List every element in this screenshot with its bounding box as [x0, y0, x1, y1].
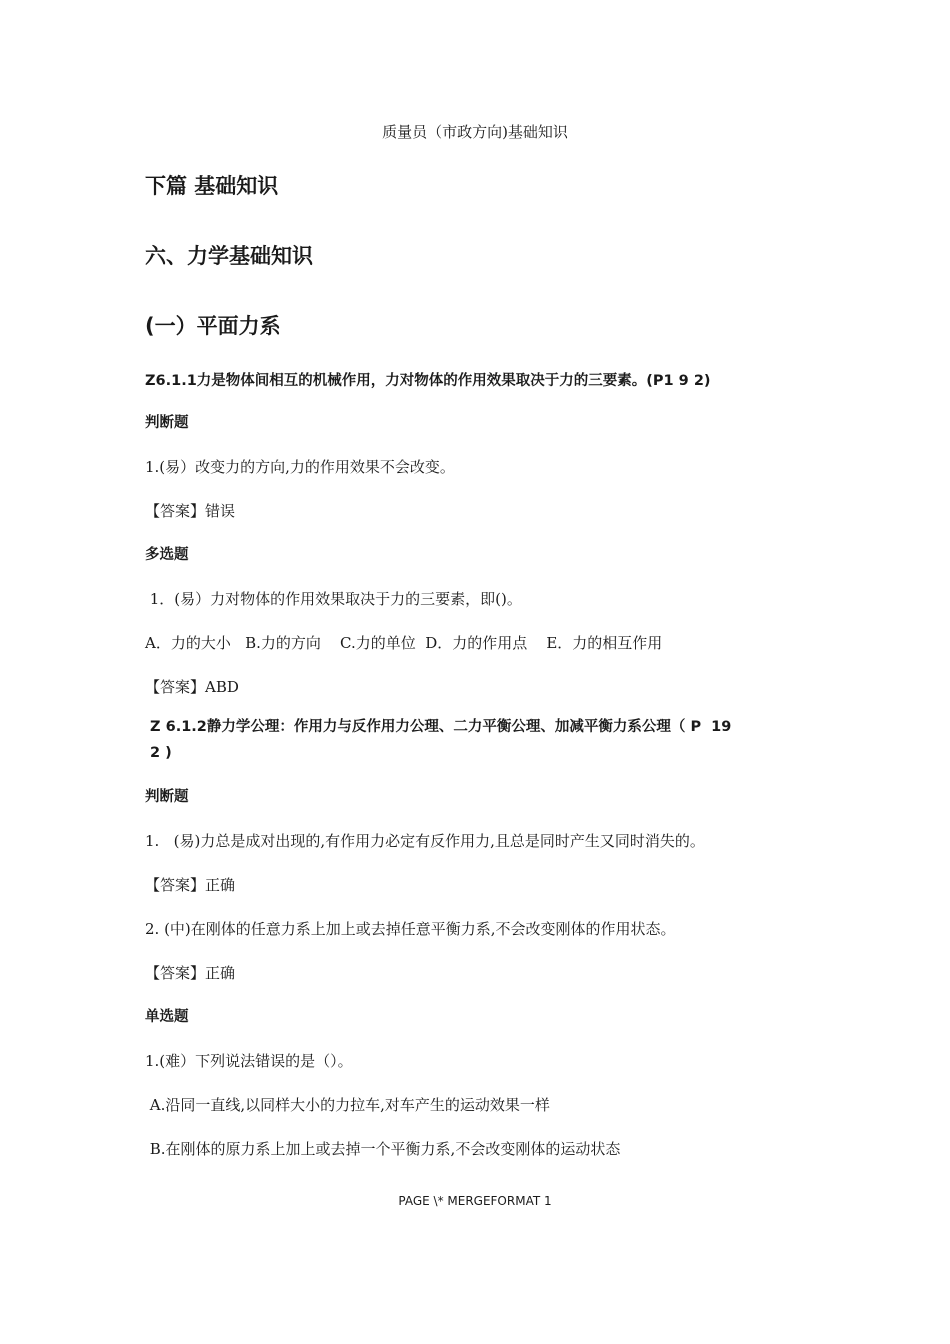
knowledge-point-title-line: Z 6.1.2静力学公理：作用力与反作用力公理、二力平衡公理、加减平衡力系公理（ P 19: [145, 719, 732, 735]
option-a: A.沿同一直线,以同样大小的力拉车,对车产生的运动效果一样: [145, 1096, 550, 1114]
question-text: 1.(难）下列说法错误的是（）。: [145, 1052, 353, 1070]
document-title: 质量员（市政方向)基础知识: [382, 123, 568, 141]
chapter-heading: 六、力学基础知识: [145, 244, 313, 268]
answer-text: 【答案】错误: [145, 502, 236, 520]
question-text: 1.(易）改变力的方向,力的作用效果不会改变。: [145, 458, 455, 476]
question-type-label: 多选题: [145, 547, 189, 563]
question-type-label: 判断题: [145, 789, 189, 805]
option-b: B.在刚体的原力系上加上或去掉一个平衡力系,不会改变刚体的运动状态: [145, 1140, 621, 1158]
question-type-label: 判断题: [145, 415, 189, 431]
question-options: A．力的大小 B.力的方向 C.力的单位 D．力的作用点 E．力的相互作用: [145, 634, 663, 652]
knowledge-point-title: Z6.1.1力是物体间相互的机械作用，力对物体的作用效果取决于力的三要素。(P1 9 2): [145, 373, 711, 389]
answer-text: 【答案】ABD: [145, 678, 239, 696]
section-heading: (一）平面力系: [145, 314, 281, 338]
knowledge-point-title-line: 2 ): [145, 745, 172, 761]
page-footer: PAGE \* MERGEFORMAT 1: [398, 1194, 552, 1208]
question-text: 1．(易）力对物体的作用效果取决于力的三要素，即()。: [145, 590, 522, 608]
answer-text: 【答案】正确: [145, 964, 236, 982]
document-body: [145, 170, 810, 1180]
answer-text: 【答案】正确: [145, 876, 236, 894]
question-type-label: 单选题: [145, 1009, 189, 1025]
knowledge-point-title: [145, 714, 810, 766]
question-text: 2. (中)在刚体的任意力系上加上或去掉任意平衡力系,不会改变刚体的作用状态。: [145, 920, 676, 938]
question-text: 1. (易)力总是成对出现的,有作用力必定有反作用力,且总是同时产生又同时消失的。: [145, 832, 705, 850]
part-heading: 下篇 基础知识: [145, 174, 279, 198]
